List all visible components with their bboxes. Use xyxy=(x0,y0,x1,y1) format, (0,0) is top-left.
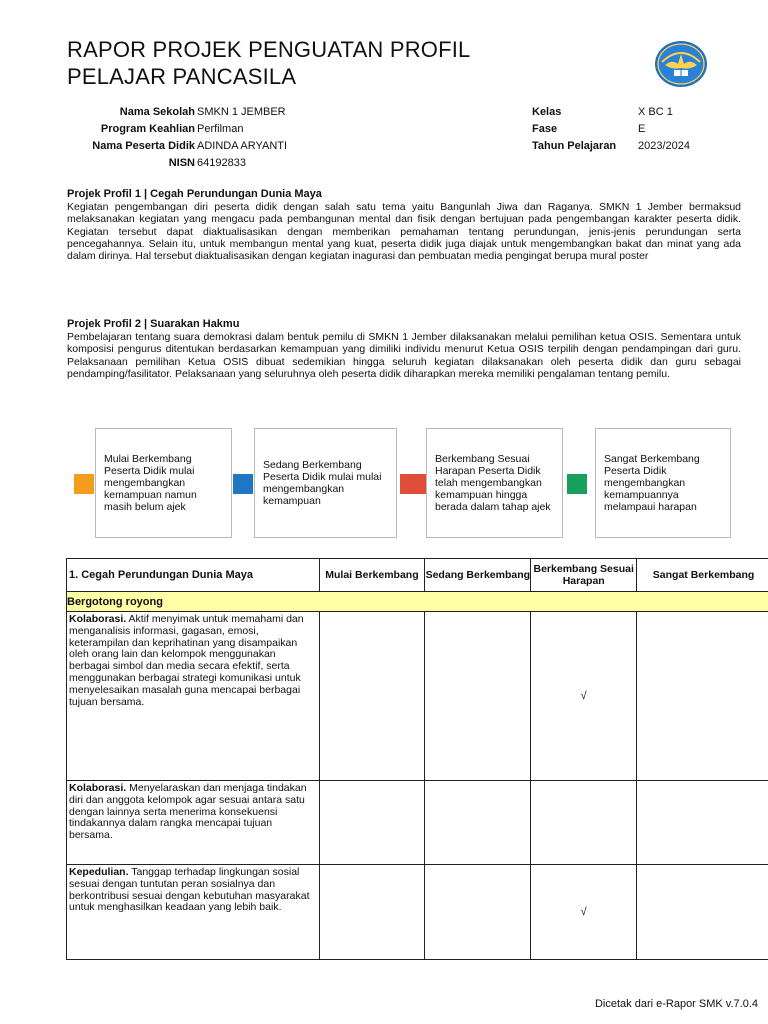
legend-swatch-mulai xyxy=(74,474,94,494)
row-3-cell-sedang xyxy=(425,865,531,960)
header-sesuai-harapan: Berkembang Sesuai Harapan xyxy=(531,559,637,592)
table-row xyxy=(67,612,768,781)
program-label: Program Keahlian xyxy=(100,123,195,135)
school-value: SMKN 1 JEMBER xyxy=(197,106,286,118)
legend-text-sedang: Sedang Berkembang Peserta Didik mulai mulai mengembangkan kemampuan xyxy=(263,459,382,507)
table-row xyxy=(67,865,768,960)
project-2-description: Pembelajaran tentang suara demokrasi dalam bentuk pemilu di SMKN 1 Jember dilaksanakan melalui pemilihan ketua OSIS. Sementara untuk komposisi pengurus ditentukan berdasarkan kemampuan yang dimiliki individu menurut Ketua OSIS terpilih dengan pendampingan dari guru. Pelaksanaan pemilihan Ketua OSIS dibuat sedemikian hingga seluruh kegiatan dilaksanakan oleh peserta didik dan guru sebagai pendamping/fasilitator. Pelaksanaan yang seluruhnya oleh peserta didik diharapkan mereka memiliki pengalaman tentang pemilu. xyxy=(67,331,741,380)
student-name-value: ADINDA ARYANTI xyxy=(197,140,288,152)
header-mulai: Mulai Berkembang xyxy=(319,559,425,592)
row-2-cell-sedang xyxy=(425,781,531,865)
legend-swatch-sedang xyxy=(233,474,253,494)
info-row-school xyxy=(67,104,367,121)
table-row xyxy=(67,781,768,865)
report-title xyxy=(67,36,471,90)
category-row xyxy=(67,592,768,612)
info-row-class xyxy=(532,104,732,121)
table-header-row xyxy=(67,559,768,592)
row-1-text: Aktif menyimak untuk memahami dan menganalisis informasi, gagasan, emosi, keterampilan dan keprihatinan yang disampaikan oleh orang lain dan kelompok menggunakan berbagai simbol dan media secara efektif, serta menggunakan berbagai strategi komunikasi untuk menyelesaikan masalah guna mencapai berbagai tujuan bersama. xyxy=(69,613,304,708)
class-label: Kelas xyxy=(532,106,562,118)
report-title-line1: RAPOR PROJEK PENGUATAN PROFIL xyxy=(67,37,471,62)
year-label: Tahun Pelajaran xyxy=(532,140,617,152)
info-row-year xyxy=(532,138,732,155)
info-row-program xyxy=(67,121,367,138)
row-2-cell-sangat xyxy=(637,781,768,865)
row-1-cell-mulai xyxy=(319,612,425,781)
nisn-value: 64192833 xyxy=(197,157,246,169)
legend-text-mulai: Mulai Berkembang Peserta Didik mulai mengembangkan kemampuan namun masih belum ajek xyxy=(104,453,197,513)
project-2-title: Projek Profil 2 | Suarakan Hakmu xyxy=(67,318,240,330)
tut-wuri-handayani-logo-icon xyxy=(654,40,708,88)
header-project: 1. Cegah Perundungan Dunia Maya xyxy=(67,559,320,592)
student-info-left xyxy=(67,104,367,172)
row-1-description xyxy=(67,612,320,781)
assessment-legend xyxy=(0,428,768,542)
legend-box-sangat xyxy=(595,428,731,538)
nisn-label: NISN xyxy=(168,157,195,169)
program-value: Perfilman xyxy=(197,123,244,135)
student-name-label: Nama Peserta Didik xyxy=(92,140,195,152)
check-mark: √ xyxy=(580,690,587,702)
row-1-cell-sesuai-harapan xyxy=(531,612,637,781)
phase-label: Fase xyxy=(532,123,558,135)
legend-box-sedang xyxy=(254,428,397,538)
row-2-cell-sesuai-harapan xyxy=(531,781,637,865)
category-label: Bergotong royong xyxy=(67,592,768,612)
check-mark: √ xyxy=(580,906,587,918)
footer-print-note: Dicetak dari e-Rapor SMK v.7.0.4 xyxy=(594,998,758,1010)
project-1-description: Kegiatan pengembangan diri peserta didik dengan salah satu tema yaitu Bangunlah Jiwa dan Raganya. SMKN 1 Jember bermaksud melaksanakan kegiatan yang mengacu pada pembangunan mental dan fisik dengan bertujuan pada pengembangan karakter peserta didik. Kegiatan tersebut dapat diaktualisasikan dengan memberikan pemahaman tentang perundungan, jenis-jenis perundungan serta pencegahannya. Selain itu, untuk membangun mental yang kuat, peserta didik juga diajak untuk mengembangkan bakat dan minat yang ada dalam dirinya. Hal tersebut diaktualisasikan dengan kegiatan inagurasi dan pembuatan media pengingat berupa mural poster xyxy=(67,201,741,263)
student-info-right xyxy=(532,104,732,155)
row-3-description xyxy=(67,865,320,960)
row-2-cell-mulai xyxy=(319,781,425,865)
report-title-line2: PELAJAR PANCASILA xyxy=(67,64,297,89)
row-3-text: Tanggap terhadap lingkungan sosial sesuai dengan tuntutan peran sosialnya dan berkontribusi sesuai dengan kebutuhan masyarakat untuk menghasilkan keadaan yang lebih baik. xyxy=(69,866,310,914)
row-3-cell-mulai xyxy=(319,865,425,960)
info-row-phase xyxy=(532,121,732,138)
legend-box-sesuai-harapan xyxy=(426,428,563,538)
project-1-title: Projek Profil 1 | Cegah Perundungan Dunia Maya xyxy=(67,188,322,200)
header-sangat: Sangat Berkembang xyxy=(637,559,768,592)
phase-value: E xyxy=(638,123,646,135)
row-2-term: Kolaborasi. xyxy=(69,782,127,794)
project-1 xyxy=(67,188,741,262)
row-1-cell-sedang xyxy=(425,612,531,781)
project-2 xyxy=(67,318,741,380)
row-3-term: Kepedulian. xyxy=(69,866,129,878)
legend-box-mulai xyxy=(95,428,232,538)
school-label: Nama Sekolah xyxy=(119,106,195,118)
legend-text-sangat: Sangat Berkembang Peserta Didik mengembangkan kemampuannya melampaui harapan xyxy=(604,453,700,513)
legend-swatch-sangat xyxy=(567,474,587,494)
assessment-table xyxy=(66,558,768,960)
row-3-cell-sesuai-harapan xyxy=(531,865,637,960)
row-2-text: Menyelaraskan dan menjaga tindakan diri dan anggota kelompok agar sesuai antara satu dengan lainnya serta menerima konsekuensi tindakannya dalam rangka mencapai tujuan bersama. xyxy=(69,782,307,842)
class-value: X BC 1 xyxy=(638,106,673,118)
info-row-nisn xyxy=(67,155,367,172)
row-1-cell-sangat xyxy=(637,612,768,781)
row-3-cell-sangat xyxy=(637,865,768,960)
row-1-term: Kolaborasi. xyxy=(69,613,127,625)
year-value: 2023/2024 xyxy=(638,140,690,152)
legend-swatch-sesuai-harapan xyxy=(400,474,426,494)
header-sedang: Sedang Berkembang xyxy=(425,559,531,592)
row-2-description xyxy=(67,781,320,865)
legend-text-sesuai-harapan: Berkembang Sesuai Harapan Peserta Didik telah mengembangkan kemampuan hingga berada dalam tahap ajek xyxy=(435,453,551,513)
info-row-student-name xyxy=(67,138,367,155)
